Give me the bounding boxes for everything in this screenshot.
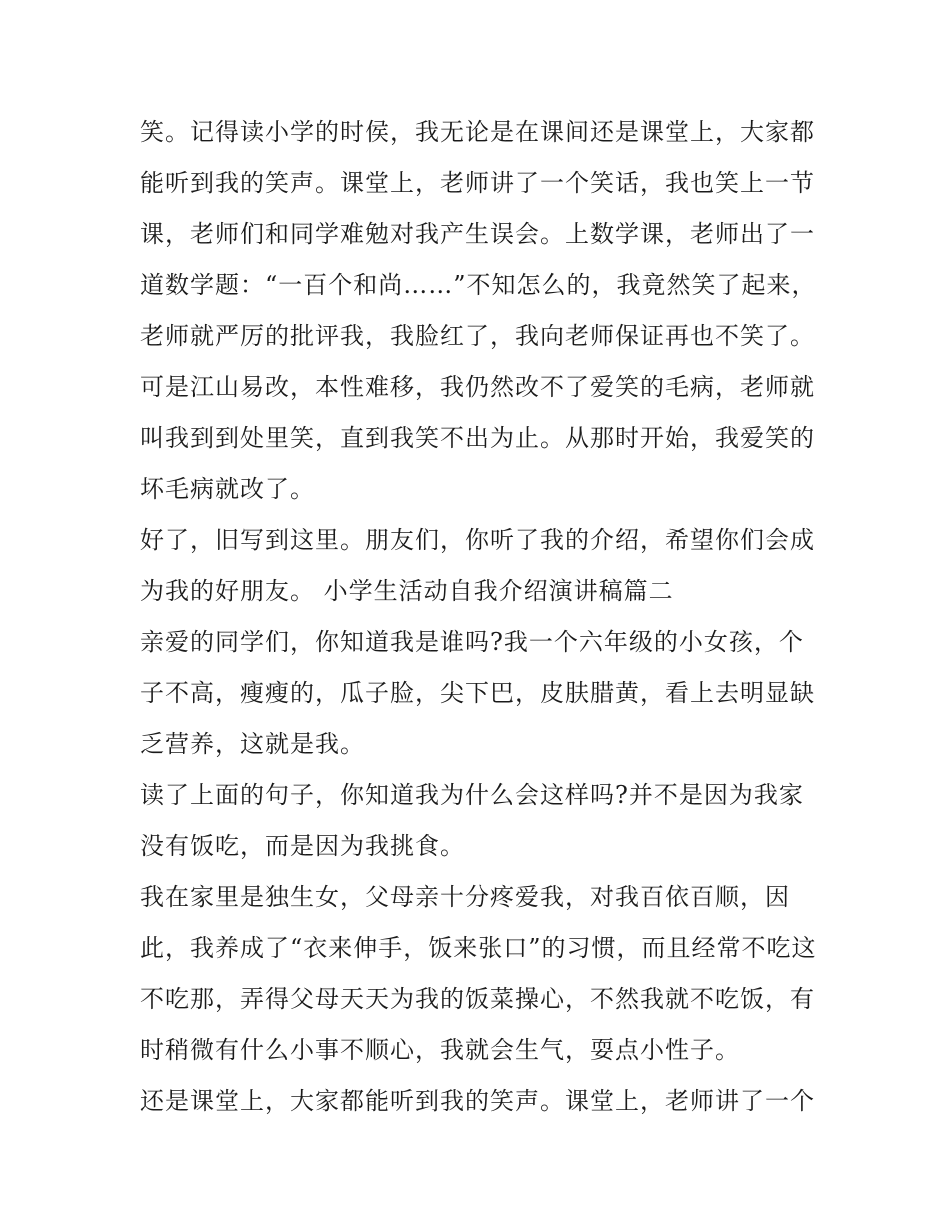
text-line: 为我的好朋友。 小学生活动自我介绍演讲稿篇二 [140, 577, 674, 605]
text-line: 道数学题：“一百个和尚……”不知怎么的，我竟然笑了起来， [140, 271, 817, 299]
text-line: 此，我养成了“衣来伸手，饭来张口”的习惯，而且经常不吃这 [140, 934, 817, 962]
text-line: 时稍微有什么小事不顺心，我就会生气，耍点小性子。 [140, 1036, 740, 1064]
text-line: 坏毛病就改了。 [140, 475, 315, 503]
text-line: 还是课堂上，大家都能听到我的笑声。课堂上，老师讲了一个 [140, 1087, 815, 1115]
text-line: 乏营养，这就是我。 [140, 730, 365, 758]
text-line: 没有饭吃，而是因为我挑食。 [140, 832, 465, 860]
text-line: 课，老师们和同学难勉对我产生误会。上数学课，老师出了一 [140, 220, 815, 248]
text-line: 叫我到到处里笑，直到我笑不出为止。从那时开始，我爱笑的 [140, 424, 815, 452]
text-line: 老师就严厉的批评我，我脸红了，我向老师保证再也不笑了。 [140, 322, 815, 350]
text-line: 读了上面的句子，你知道我为什么会这样吗?并不是因为我家 [140, 781, 804, 809]
text-line: 可是江山易改，本性难移，我仍然改不了爱笑的毛病，老师就 [140, 373, 815, 401]
body-text [140, 107, 820, 1127]
text-line: 子不高，瘦瘦的，瓜子脸，尖下巴，皮肤腊黄，看上去明显缺 [140, 679, 815, 707]
text-line: 不吃那，弄得父母天天为我的饭菜操心，不然我就不吃饭，有 [140, 985, 815, 1013]
text-line: 亲爱的同学们，你知道我是谁吗?我一个六年级的小女孩，个 [140, 628, 804, 656]
text-line: 我在家里是独生女，父母亲十分疼爱我，对我百依百顺，因 [140, 883, 790, 911]
text-line: 好了，旧写到这里。朋友们，你听了我的介绍，希望你们会成 [140, 526, 815, 554]
text-line: 能听到我的笑声。课堂上，老师讲了一个笑话，我也笑上一节 [140, 169, 815, 197]
text-line: 笑。记得读小学的时侯，我无论是在课间还是课堂上，大家都 [140, 118, 815, 146]
